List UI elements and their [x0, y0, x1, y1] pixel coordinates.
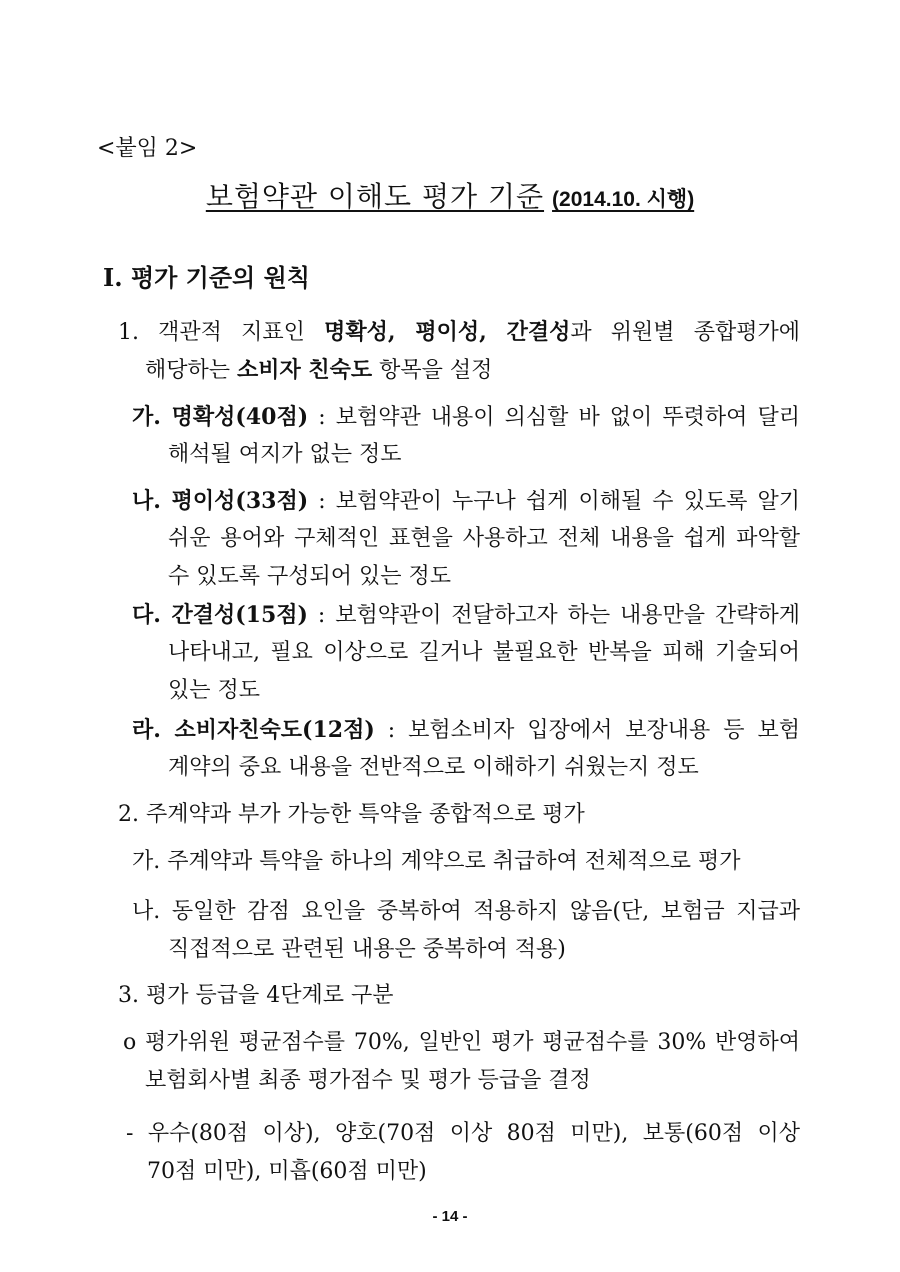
criterion-plainness-line2: 쉬운 용어와 구체적인 표현을 사용하고 전체 내용을 쉽게 파악할 [168, 526, 800, 551]
criterion-familiarity-line2: 계약의 중요 내용을 전반적으로 이해하기 쉬웠는지 정도 [168, 755, 699, 780]
page-title [0, 175, 900, 215]
criterion-plainness-desc: : 보험약관이 누구나 쉽게 이해될 수 있도록 알기 [308, 489, 800, 514]
criterion-clarity-line1 [132, 398, 800, 437]
principle-3-o-line2: 보험회사별 최종 평가점수 및 평가 등급을 결정 [145, 1068, 591, 1093]
criterion-plainness-label: 나. 평이성(33점) [132, 488, 309, 514]
criterion-familiarity-desc: : 보험소비자 입장에서 보장내용 등 보험 [374, 718, 800, 743]
principle-1-text: 1. 객관적 지표인 [118, 320, 325, 345]
criterion-familiarity-label: 라. 소비자친숙도(12점) [132, 717, 375, 743]
principle-2-heading: 2. 주계약과 부가 가능한 특약을 종합적으로 평가 [118, 802, 585, 827]
criterion-conciseness-label: 다. 간결성(15점) [132, 602, 308, 628]
criterion-plainness-line1 [132, 482, 800, 521]
principle-2-na-line2: 직접적으로 관련된 내용은 중복하여 적용) [168, 937, 566, 962]
principle-3-grades-line1: - 우수(80점 이상), 양호(70점 이상 80점 미만), 보통(60점 이상 [126, 1121, 800, 1146]
title-effective-date: (2014.10. 시행) [552, 188, 695, 211]
section-heading: Ⅰ. 평가 기준의 원칙 [103, 263, 310, 292]
criterion-familiarity-line1 [132, 711, 800, 750]
principle-1-text-cont: 과 위원별 종합평가에 [570, 320, 800, 345]
page-number: - 14 - [432, 1208, 468, 1225]
criterion-conciseness-line1 [132, 596, 800, 635]
criterion-plainness-line3: 수 있도록 구성되어 있는 정도 [168, 564, 451, 589]
principle-1-familiarity: 소비자 친숙도 [237, 357, 373, 383]
criterion-clarity-desc: : 보험약관 내용이 의심할 바 없이 뚜렷하여 달리 [308, 405, 800, 430]
criterion-conciseness-desc: : 보험약관이 전달하고자 하는 내용만을 간략하게 [307, 603, 800, 628]
principle-1-line1 [118, 313, 800, 352]
principle-1-criteria: 명확성, 평이성, 간결성 [324, 319, 571, 345]
title-main: 보험약관 이해도 평가 기준 [205, 180, 545, 213]
criterion-conciseness-line3: 있는 정도 [168, 678, 261, 703]
principle-3-heading: 3. 평가 등급을 4단계로 구분 [118, 983, 394, 1008]
principle-3-grades-line2: 70점 미만), 미흡(60점 미만) [147, 1159, 427, 1184]
principle-1-text2: 해당하는 [145, 358, 238, 383]
criterion-clarity-label: 가. 명확성(40점) [132, 404, 309, 430]
principle-1-line2 [145, 351, 800, 390]
principle-1-text3: 항목을 설정 [372, 358, 493, 383]
criterion-clarity-line2: 해석될 여지가 없는 정도 [168, 442, 402, 467]
principle-2-ga: 가. 주계약과 특약을 하나의 계약으로 취급하여 전체적으로 평가 [132, 849, 741, 874]
criterion-conciseness-line2: 나타내고, 필요 이상으로 길거나 불필요한 반복을 피해 기술되어 [168, 640, 800, 665]
principle-3-o-line1: o 평가위원 평균점수를 70%, 일반인 평가 평균점수를 30% 반영하여 [123, 1030, 800, 1055]
attachment-label: <붙임 2> [97, 136, 198, 161]
principle-2-na-line1: 나. 동일한 감점 요인을 중복하여 적용하지 않음(단, 보험금 지급과 [132, 899, 800, 924]
